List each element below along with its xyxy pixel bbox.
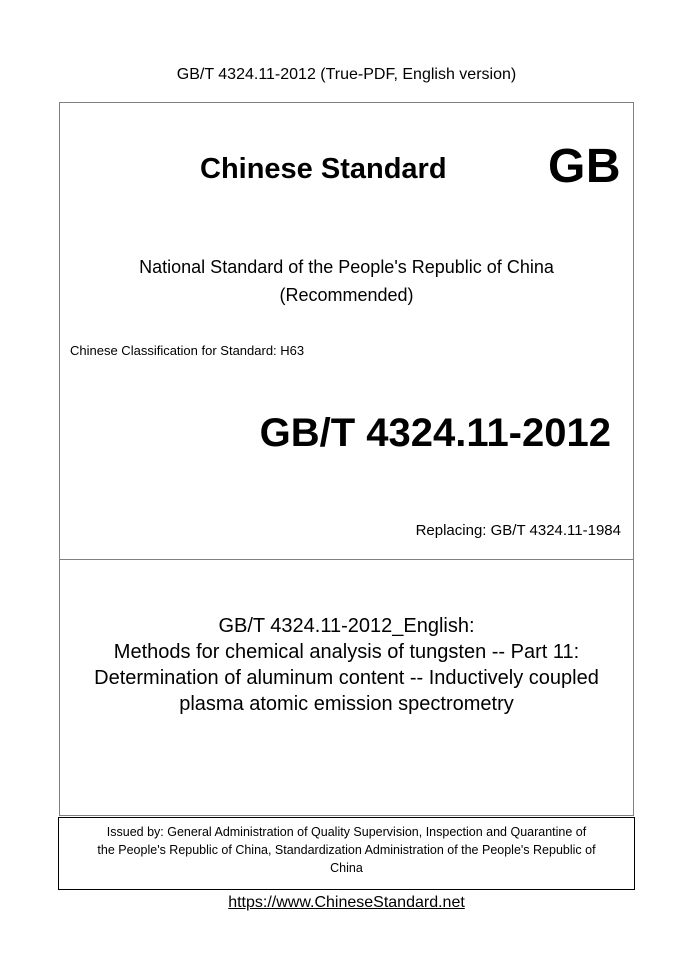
issuer-line-3: China [330,861,363,875]
english-title-line-2: Methods for chemical analysis of tungsten -- Part 11: [113,641,580,663]
issuer-line-2: the People's Republic of China, Standardization Administration of the People's Republic of [97,843,596,857]
cover-title: Chinese Standard [200,153,447,185]
section-divider [60,559,633,560]
standard-number: GB/T 4324.11-2012 [259,411,611,455]
issuer-line-1: Issued by: General Administration of Quality Supervision, Inspection and Quarantine of [106,825,587,839]
english-title-line-3: Determination of aluminum content -- Inductively coupled [94,667,599,689]
english-title-line-1: GB/T 4324.11-2012_English: [218,615,475,637]
issuer-box [58,817,635,890]
english-title [60,613,633,717]
national-line-2: (Recommended) [279,285,414,305]
document-header: GB/T 4324.11-2012 (True-PDF, English version) [176,66,517,83]
national-standard-text [60,253,633,309]
classification-text: Chinese Classification for Standard: H63 [70,343,305,358]
national-line-1: National Standard of the People's Republic of China [139,257,554,277]
gb-mark: GB [548,140,621,193]
english-title-line-4: plasma atomic emission spectrometry [179,693,514,715]
replacing-text: Replacing: GB/T 4324.11-1984 [415,522,621,539]
website-link[interactable]: https://www.ChineseStandard.net [228,894,465,911]
cover-frame [59,102,634,816]
